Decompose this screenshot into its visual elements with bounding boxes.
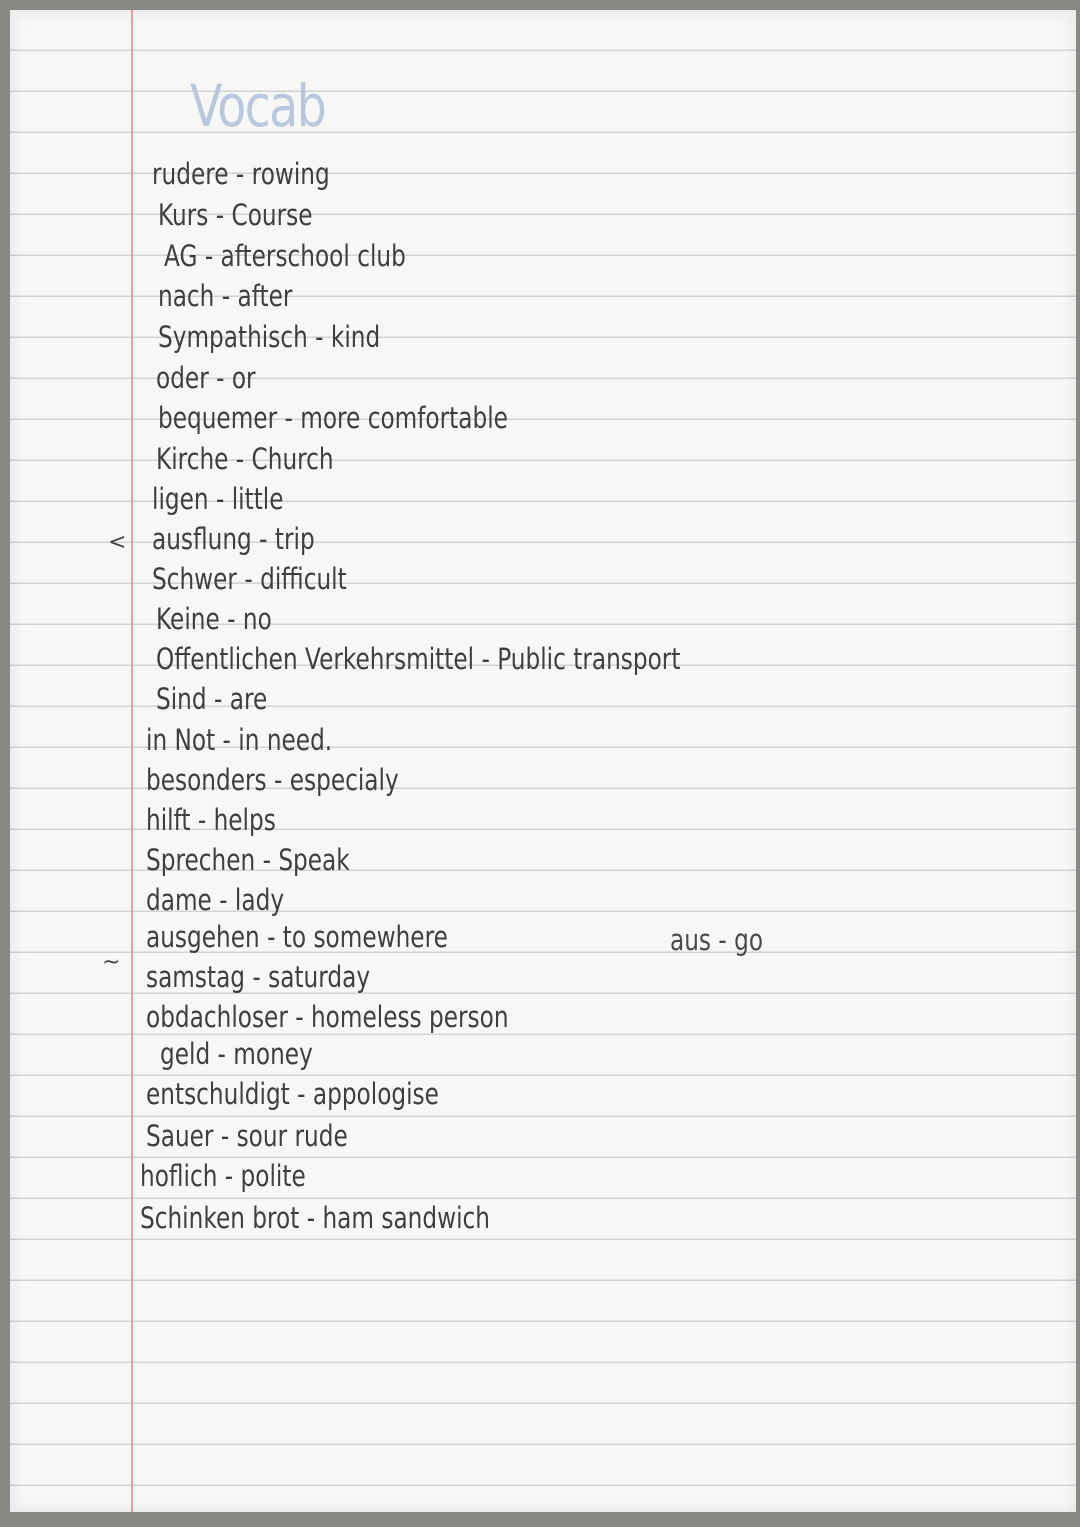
vocab-entry: nach - after [158,279,293,313]
margin-mark: ~ [102,950,121,975]
vocab-entry: ausgehen - to somewhere [146,920,448,954]
vocab-entry: ausflung - trip [152,522,315,556]
vocab-entry: AG - afterschool club [164,239,406,273]
vocab-list [10,10,1076,1512]
vocab-entry: entschuldigt - appologise [146,1077,439,1111]
vocab-entry: besonders - especialy [146,763,399,797]
vocab-entry: Offentlichen Verkehrsmittel - Public transport [156,642,681,676]
vocab-entry: Sprechen - Speak [146,843,350,877]
vocab-entry: hilft - helps [146,803,276,837]
page-title: Vocab [190,72,326,140]
vocab-entry: Kurs - Course [158,198,313,232]
vocab-entry: Kirche - Church [156,442,334,476]
vocab-entry: ligen - little [152,482,284,516]
vocab-entry: hoflich - polite [140,1159,306,1193]
vocab-entry: bequemer - more comfortable [158,401,508,435]
vocab-entry: Schwer - difficult [152,562,347,596]
margin-mark: < [108,530,127,555]
vocab-entry: Keine - no [156,602,272,636]
vocab-entry: Schinken brot - ham sandwich [140,1201,490,1235]
vocab-entry: dame - lady [146,883,285,917]
notebook-page [10,10,1076,1512]
vocab-entry: geld - money [160,1037,313,1071]
vocab-entry: Sind - are [156,682,268,716]
side-note: aus - go [670,923,764,957]
vocab-entry: obdachloser - homeless person [146,1000,509,1034]
vocab-entry: Sauer - sour rude [146,1119,348,1153]
vocab-entry: samstag - saturday [146,960,371,994]
vocab-entry: oder - or [156,361,256,395]
vocab-entry: rudere - rowing [152,157,330,191]
vocab-entry: in Not - in need. [146,723,333,757]
vocab-entry: Sympathisch - kind [158,320,381,354]
